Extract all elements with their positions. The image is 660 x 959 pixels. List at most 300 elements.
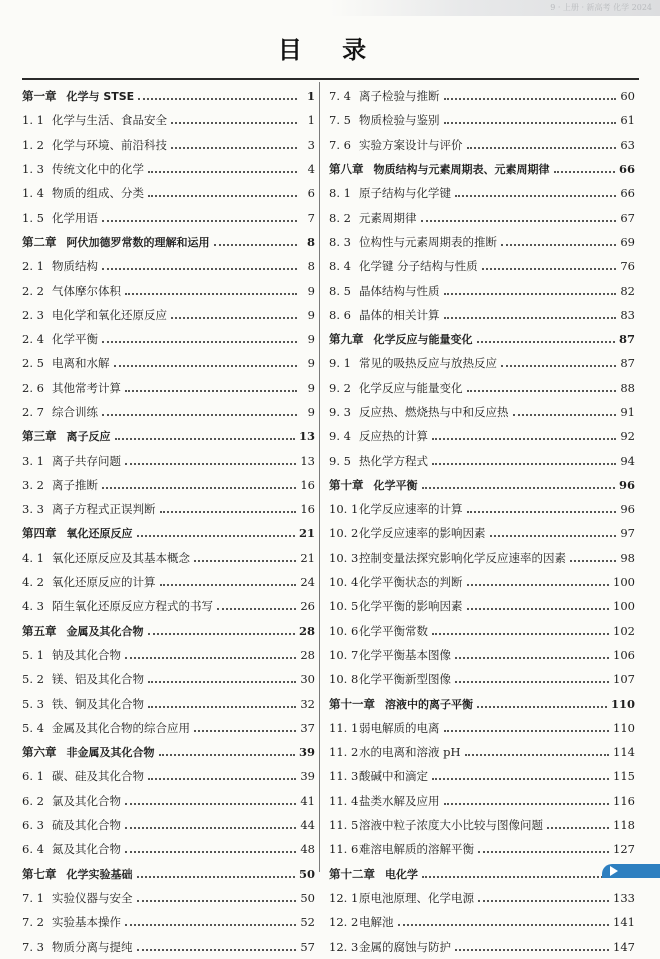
toc-number: 2. 5 <box>22 356 44 371</box>
page-corner-tab <box>602 864 660 878</box>
toc-number: 第五章 <box>22 623 57 638</box>
toc-title: 铁、铜及其化合物 <box>52 696 144 711</box>
toc-title: 硫及其化合物 <box>52 818 121 833</box>
toc-title: 金属的腐蚀与防护 <box>359 939 451 954</box>
toc-number: 第十一章 <box>329 696 375 711</box>
toc-number: 9. 4 <box>329 429 351 444</box>
toc-section-row[interactable] <box>329 764 635 788</box>
toc-page-number: 16 <box>300 477 315 492</box>
toc-page-number: 1 <box>307 113 315 128</box>
toc-section-row[interactable] <box>22 546 315 570</box>
toc-section-row[interactable] <box>22 254 315 278</box>
toc-leader-dots <box>194 548 296 562</box>
toc-number: 1. 4 <box>22 186 44 201</box>
toc-section-row[interactable] <box>22 910 315 934</box>
toc-leader-dots <box>477 329 615 343</box>
toc-number: 3. 1 <box>22 453 44 468</box>
toc-section-row[interactable] <box>22 764 315 788</box>
toc-section-row[interactable] <box>22 886 315 910</box>
toc-page-number: 87 <box>620 356 635 371</box>
toc-title: 电离和水解 <box>52 356 110 371</box>
toc-page-number: 8 <box>306 234 315 249</box>
toc-title: 酸碱中和滴定 <box>359 769 428 784</box>
toc-number: 11. 3 <box>329 769 359 784</box>
toc-section-row[interactable] <box>22 157 315 181</box>
toc-number: 7. 2 <box>22 915 44 930</box>
toc-title: 化学平衡 <box>373 478 418 492</box>
toc-page-number: 63 <box>620 137 635 152</box>
toc-title: 化学反应速率的影响因素 <box>359 526 486 541</box>
toc-leader-dots <box>432 451 616 465</box>
toc-number: 5. 1 <box>22 647 44 662</box>
toc-leader-dots <box>501 353 616 367</box>
toc-title: 陌生氧化还原反应方程式的书写 <box>52 599 213 614</box>
toc-page-number: 88 <box>620 380 635 395</box>
toc-number: 9. 1 <box>329 356 351 371</box>
toc-number: 7. 5 <box>329 113 351 128</box>
toc-number: 9. 3 <box>329 405 351 419</box>
toc-title: 实验方案设计与评价 <box>359 137 463 152</box>
toc-chapter-row[interactable] <box>329 473 635 497</box>
toc-title: 热化学方程式 <box>359 453 428 468</box>
toc-leader-dots <box>102 402 297 416</box>
toc-page-number: 24 <box>300 575 315 590</box>
toc-page-number: 83 <box>620 307 635 322</box>
toc-page-number: 21 <box>298 526 315 541</box>
toc-page-number: 52 <box>300 915 315 930</box>
toc-page-number: 110 <box>613 720 635 735</box>
toc-leader-dots <box>102 208 297 222</box>
toc-number: 第四章 <box>22 526 57 541</box>
toc-title: 金属及其化合物的综合应用 <box>52 720 190 735</box>
toc-leader-dots <box>432 426 616 440</box>
title-divider <box>22 78 639 80</box>
toc-title: 传统文化中的化学 <box>52 162 144 177</box>
toc-number: 9. 5 <box>329 453 351 468</box>
toc-leader-dots <box>125 645 296 659</box>
toc-section-row[interactable] <box>329 303 635 327</box>
toc-leader-dots <box>171 135 297 149</box>
toc-section-row[interactable] <box>329 424 635 448</box>
toc-page-number: 67 <box>620 210 635 225</box>
toc-section-row[interactable] <box>22 351 315 375</box>
toc-section-row[interactable] <box>22 497 315 521</box>
toc-number: 第九章 <box>329 332 364 347</box>
toc-number: 第一章 <box>22 89 57 104</box>
toc-chapter-row[interactable] <box>329 157 635 181</box>
toc-section-row[interactable] <box>329 181 635 205</box>
toc-title: 离子推断 <box>52 477 98 492</box>
toc-leader-dots <box>444 86 617 100</box>
toc-number: 7. 4 <box>329 89 351 104</box>
toc-leader-dots <box>482 256 617 270</box>
toc-title: 阿伏加德罗常数的理解和运用 <box>66 235 210 249</box>
toc-page-number: 94 <box>620 453 635 468</box>
toc-page-number: 96 <box>618 477 635 492</box>
toc-title: 离子反应 <box>66 430 111 444</box>
toc-number: 5. 3 <box>22 696 44 711</box>
toc-section-row[interactable] <box>329 133 635 157</box>
toc-title: 物质结构 <box>52 259 98 274</box>
toc-title: 电化学 <box>385 867 418 881</box>
toc-number: 2. 4 <box>22 332 44 347</box>
toc-title: 化学实验基础 <box>66 867 133 881</box>
toc-title: 其他常考计算 <box>52 380 121 395</box>
toc-page-number: 76 <box>620 259 635 274</box>
toc-section-row[interactable] <box>329 813 635 837</box>
toc-page-number: 9 <box>307 380 315 395</box>
toc-section-row[interactable] <box>22 303 315 327</box>
toc-section-row[interactable] <box>329 910 635 934</box>
toc-number: 12. 1 <box>329 890 359 905</box>
toc-number: 8. 1 <box>329 186 351 201</box>
toc-number: 2. 3 <box>22 307 44 322</box>
toc-number: 1. 5 <box>22 210 44 225</box>
toc-page-number: 9 <box>307 307 315 322</box>
toc-section-row[interactable] <box>329 594 635 618</box>
toc-number: 10. 4 <box>329 575 359 590</box>
toc-section-row[interactable] <box>22 667 315 691</box>
toc-title: 离子方程式正误判断 <box>52 502 156 517</box>
toc-section-row[interactable] <box>329 448 635 472</box>
toc-page-number: 118 <box>613 818 635 833</box>
toc-title: 综合训练 <box>52 405 98 419</box>
toc-number: 4. 3 <box>22 599 44 614</box>
toc-leader-dots <box>444 718 610 732</box>
toc-page-number: 116 <box>613 793 635 808</box>
toc-section-row[interactable] <box>329 570 635 594</box>
toc-title: 原子结构与化学键 <box>359 186 451 201</box>
toc-number: 11. 4 <box>329 793 359 808</box>
toc-leader-dots <box>554 159 615 173</box>
toc-chapter-row[interactable] <box>22 84 315 108</box>
toc-page-number: 66 <box>618 162 635 177</box>
toc-leader-dots <box>467 135 617 149</box>
toc-title: 非金属及其化合物 <box>66 746 155 760</box>
toc-section-row[interactable] <box>22 570 315 594</box>
toc-leader-dots <box>148 694 296 708</box>
toc-section-row[interactable] <box>329 934 635 958</box>
toc-page-number: 100 <box>613 575 635 590</box>
toc-leader-dots <box>478 888 609 902</box>
toc-number: 第二章 <box>22 234 57 249</box>
toc-title: 弱电解质的电离 <box>359 720 440 735</box>
toc-leader-dots <box>148 183 297 197</box>
toc-leader-dots <box>455 937 609 951</box>
toc-section-row[interactable] <box>329 886 635 910</box>
toc-page-number: 7 <box>307 210 315 225</box>
toc-leader-dots <box>138 86 297 100</box>
toc-leader-dots <box>467 572 610 586</box>
toc-left-column <box>22 84 315 959</box>
toc-title: 化学与生活、食品安全 <box>52 113 167 128</box>
toc-chapter-row[interactable] <box>22 424 315 448</box>
toc-leader-dots <box>455 183 616 197</box>
toc-title: 电解池 <box>359 915 394 930</box>
toc-number: 10. 2 <box>329 526 359 541</box>
toc-title: 镁、铝及其化合物 <box>52 672 144 687</box>
toc-section-row[interactable] <box>22 813 315 837</box>
toc-page-number: 9 <box>307 405 315 419</box>
toc-section-row[interactable] <box>22 691 315 715</box>
toc-section-row[interactable] <box>329 643 635 667</box>
toc-number: 2. 6 <box>22 380 44 395</box>
toc-leader-dots <box>125 839 296 853</box>
toc-title: 物质检验与鉴别 <box>359 113 440 128</box>
toc-chapter-row[interactable] <box>22 862 315 886</box>
toc-section-row[interactable] <box>329 740 635 764</box>
toc-leader-dots <box>444 110 617 124</box>
toc-page-number: 50 <box>298 866 315 881</box>
toc-chapter-row[interactable] <box>22 521 315 545</box>
toc-title: 化学反应与能量变化 <box>373 333 473 347</box>
toc-page-number: 91 <box>620 405 635 419</box>
toc-section-row[interactable] <box>329 205 635 229</box>
toc-section-row[interactable] <box>329 837 635 861</box>
toc-leader-dots <box>444 305 617 319</box>
toc-title: 金属及其化合物 <box>66 624 144 638</box>
toc-leader-dots <box>547 815 609 829</box>
toc-section-row[interactable] <box>22 473 315 497</box>
toc-leader-dots <box>421 208 617 222</box>
toc-number: 11. 5 <box>329 818 359 833</box>
toc-page-number: 37 <box>300 720 315 735</box>
toc-leader-dots <box>148 159 297 173</box>
toc-chapter-row[interactable] <box>22 740 315 764</box>
toc-page-number: 28 <box>298 623 315 638</box>
toc-page-number: 102 <box>613 623 635 638</box>
toc-section-row[interactable] <box>22 643 315 667</box>
toc-page-number: 50 <box>300 890 315 905</box>
toc-number: 1. 3 <box>22 162 44 177</box>
toc-page-number: 127 <box>613 842 635 857</box>
toc-chapter-row[interactable] <box>22 230 315 254</box>
toc-section-row[interactable] <box>22 594 315 618</box>
toc-section-row[interactable] <box>22 108 315 132</box>
toc-section-row[interactable] <box>22 934 315 958</box>
toc-title: 位构性与元素周期表的推断 <box>359 234 497 249</box>
toc-leader-dots <box>160 572 297 586</box>
toc-section-row[interactable] <box>329 789 635 813</box>
toc-number: 3. 2 <box>22 477 44 492</box>
toc-title: 实验基本操作 <box>52 915 121 930</box>
toc-title: 原电池原理、化学电源 <box>359 890 474 905</box>
toc-number: 2. 7 <box>22 405 44 419</box>
toc-leader-dots <box>159 742 295 756</box>
toc-number: 9. 2 <box>329 380 351 395</box>
toc-leader-dots <box>501 232 616 246</box>
toc-leader-dots <box>467 378 617 392</box>
toc-page-number: 41 <box>300 793 315 808</box>
toc-section-row[interactable] <box>329 230 635 254</box>
toc-number: 4. 1 <box>22 550 44 565</box>
toc-title: 化学平衡新型图像 <box>359 672 451 687</box>
toc-leader-dots <box>455 669 609 683</box>
toc-title: 物质分离与提纯 <box>52 939 133 954</box>
toc-leader-dots <box>455 645 609 659</box>
toc-page-number: 6 <box>307 186 315 201</box>
toc-page-number: 39 <box>298 745 315 760</box>
toc-leader-dots <box>214 232 298 246</box>
toc-section-row[interactable] <box>329 521 635 545</box>
toc-page-number: 106 <box>613 647 635 662</box>
toc-number: 10. 5 <box>329 599 359 614</box>
toc-title: 实验仪器与安全 <box>52 890 133 905</box>
toc-section-row[interactable] <box>329 254 635 278</box>
toc-leader-dots <box>478 839 609 853</box>
toc-number: 第十二章 <box>329 866 375 881</box>
toc-title: 化学与 STSE <box>66 90 135 104</box>
toc-number: 6. 4 <box>22 842 44 857</box>
toc-page-number: 96 <box>620 502 635 517</box>
toc-section-row[interactable] <box>329 400 635 424</box>
toc-title: 氧化还原反应 <box>66 527 133 541</box>
toc-leader-dots <box>444 281 617 295</box>
toc-number: 第七章 <box>22 866 57 881</box>
toc-number: 8. 4 <box>329 259 351 274</box>
toc-number: 第十章 <box>329 477 364 492</box>
toc-leader-dots <box>422 864 607 878</box>
toc-section-row[interactable] <box>329 667 635 691</box>
toc-number: 10. 8 <box>329 672 359 687</box>
toc-title: 反应热的计算 <box>359 429 428 444</box>
toc-number: 7. 3 <box>22 939 44 954</box>
toc-title: 化学平衡常数 <box>359 623 428 638</box>
toc-chapter-row[interactable] <box>329 862 635 886</box>
toc-page-number: 82 <box>620 283 635 298</box>
toc-page-number: 9 <box>307 283 315 298</box>
toc-leader-dots <box>477 694 607 708</box>
toc-title: 物质结构与元素周期表、元素周期律 <box>373 163 550 177</box>
toc-chapter-row[interactable] <box>329 327 635 351</box>
toc-section-row[interactable] <box>22 327 315 351</box>
toc-leader-dots <box>148 766 296 780</box>
toc-leader-dots <box>137 888 297 902</box>
toc-leader-dots <box>137 864 295 878</box>
toc-leader-dots <box>467 499 617 513</box>
toc-leader-dots <box>114 353 298 367</box>
toc-chapter-row[interactable] <box>22 619 315 643</box>
toc-title: 溶液中粒子浓度大小比较与图像问题 <box>359 818 543 833</box>
toc-title: 化学平衡 <box>52 332 98 347</box>
toc-title: 氧化还原反应的计算 <box>52 575 156 590</box>
toc-page-number: 92 <box>620 429 635 444</box>
toc-page-number: 87 <box>618 332 635 347</box>
toc-page-number: 100 <box>613 599 635 614</box>
toc-leader-dots <box>125 378 297 392</box>
toc-page-number: 21 <box>300 550 315 565</box>
toc-title: 常见的吸热反应与放热反应 <box>359 356 497 371</box>
toc-number: 7. 6 <box>329 137 351 152</box>
toc-chapter-row[interactable] <box>329 691 635 715</box>
toc-leader-dots <box>125 815 296 829</box>
toc-page-number: 110 <box>610 696 635 711</box>
toc-section-row[interactable] <box>22 837 315 861</box>
toc-title: 离子检验与推断 <box>359 89 440 104</box>
toc-number: 8. 2 <box>329 210 351 225</box>
toc-page-number: 1 <box>306 89 315 104</box>
toc-section-row[interactable] <box>22 133 315 157</box>
toc-section-row[interactable] <box>329 84 635 108</box>
toc-title: 化学键 分子结构与性质 <box>359 259 478 274</box>
toc-section-row[interactable] <box>329 716 635 740</box>
toc-page-number: 114 <box>613 745 635 760</box>
toc-number: 11. 2 <box>329 745 359 760</box>
toc-section-row[interactable] <box>22 400 315 424</box>
toc-number: 1. 1 <box>22 113 44 128</box>
toc-leader-dots <box>102 256 297 270</box>
toc-title: 物质的组成、分类 <box>52 186 144 201</box>
toc-page-number: 39 <box>300 769 315 784</box>
toc-section-row[interactable] <box>329 546 635 570</box>
toc-page-number: 115 <box>613 769 635 784</box>
toc-leader-dots <box>422 475 615 489</box>
toc-number: 10. 6 <box>329 623 359 638</box>
toc-title: 晶体的相关计算 <box>359 307 440 322</box>
toc-title: 控制变量法探究影响化学反应速率的因素 <box>359 550 566 565</box>
toc-leader-dots <box>125 281 297 295</box>
toc-page-number: 16 <box>300 502 315 517</box>
top-header-strip: 9 · 上册 · 新高考 化学 2024 <box>330 0 660 16</box>
toc-number: 2. 2 <box>22 283 44 298</box>
toc-right-column <box>329 84 635 959</box>
toc-leader-dots <box>137 937 297 951</box>
toc-leader-dots <box>102 475 296 489</box>
toc-section-row[interactable] <box>329 278 635 302</box>
toc-section-row[interactable] <box>22 716 315 740</box>
toc-section-row[interactable] <box>22 205 315 229</box>
toc-title: 化学用语 <box>52 210 98 225</box>
toc-title: 水的电离和溶液 pH <box>359 745 461 760</box>
toc-section-row[interactable] <box>329 376 635 400</box>
toc-number: 6. 2 <box>22 793 44 808</box>
toc-section-row[interactable] <box>329 351 635 375</box>
column-divider <box>319 82 320 872</box>
toc-page-number: 4 <box>307 162 315 177</box>
toc-section-row[interactable] <box>22 376 315 400</box>
toc-number: 第六章 <box>22 745 57 760</box>
toc-page-number: 44 <box>300 818 315 833</box>
toc-number: 5. 2 <box>22 672 44 687</box>
toc-section-row[interactable] <box>22 278 315 302</box>
toc-section-row[interactable] <box>22 181 315 205</box>
toc-page-number: 48 <box>300 842 315 857</box>
toc-page-number: 97 <box>620 526 635 541</box>
toc-leader-dots <box>490 523 617 537</box>
toc-section-row[interactable] <box>22 789 315 813</box>
toc-title: 电化学和氧化还原反应 <box>52 307 167 322</box>
toc-page-number: 61 <box>620 113 635 128</box>
toc-section-row[interactable] <box>329 497 635 521</box>
toc-leader-dots <box>125 451 296 465</box>
toc-number: 5. 4 <box>22 720 44 735</box>
toc-leader-dots <box>217 596 296 610</box>
toc-page-number: 141 <box>613 915 635 930</box>
toc-leader-dots <box>102 329 297 343</box>
toc-section-row[interactable] <box>329 619 635 643</box>
toc-title: 化学反应速率的计算 <box>359 502 463 517</box>
toc-number: 4. 2 <box>22 575 44 590</box>
toc-title: 化学平衡状态的判断 <box>359 575 463 590</box>
toc-number: 6. 1 <box>22 769 44 784</box>
toc-section-row[interactable] <box>22 448 315 472</box>
toc-page-number: 9 <box>307 356 315 371</box>
toc-leader-dots <box>570 548 616 562</box>
toc-leader-dots <box>398 912 610 926</box>
toc-title: 化学与环境、前沿科技 <box>52 137 167 152</box>
toc-section-row[interactable] <box>329 108 635 132</box>
toc-page-number: 133 <box>613 890 635 905</box>
